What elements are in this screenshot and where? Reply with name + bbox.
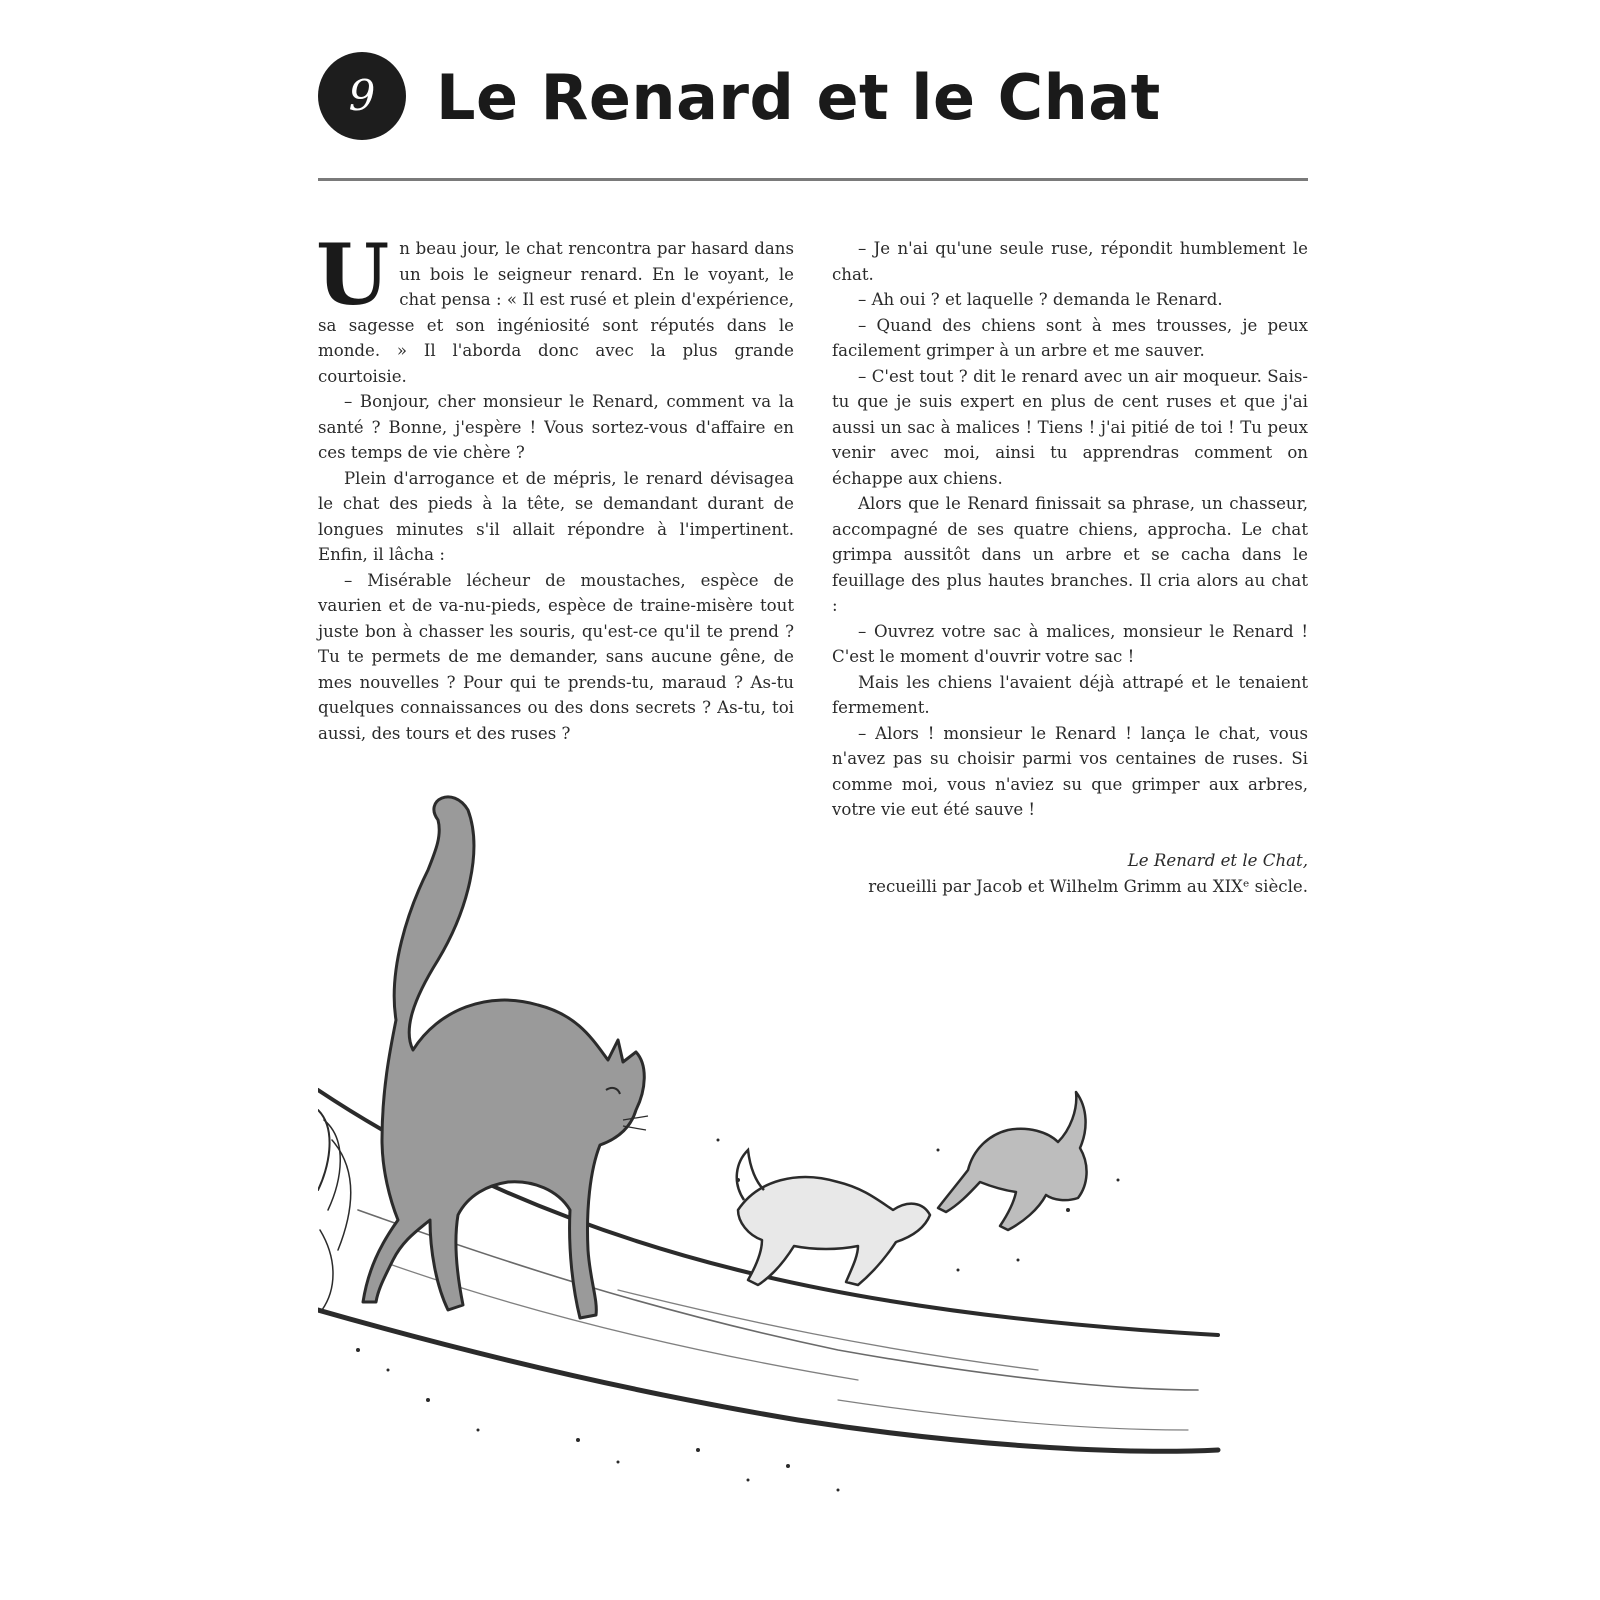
- paragraph: – C'est tout ? dit le renard avec un air moqueur. Sais-tu que je suis expert en plus de cent ruses et que j'ai aussi un sac à malices ! Tiens ! j'ai pitié de toi ! Tu peux venir avec moi, ainsi tu apprendras comment on échappe aux chiens.: [832, 366, 1308, 488]
- source-credit: recueilli par Jacob et Wilhelm Grimm au XIXᵉ siècle.: [868, 877, 1308, 896]
- paragraph: Mais les chiens l'avaient déjà attrapé et le tenaient fermement.: [832, 672, 1308, 717]
- paragraph: – Je n'ai qu'une seule ruse, répondit humblement le chat.: [832, 239, 1308, 284]
- paragraph: Plein d'arrogance et de mépris, le renard dévisagea le chat des pieds à la tête, se demandant durant de longues minutes s'il allait répondre à l'impertinent. Enfin, il lâcha :: [318, 468, 794, 564]
- left-text-column: [316, 225, 794, 746]
- page-title: Le Renard et le Chat: [436, 61, 1161, 134]
- drop-cap: U: [316, 225, 390, 324]
- dog-drawing: [737, 1150, 930, 1285]
- source-title: Le Renard et le Chat,: [1127, 851, 1308, 870]
- paragraph: [316, 225, 794, 389]
- title-divider: [318, 178, 1308, 181]
- paragraph: – Misérable lécheur de moustaches, espèce de vaurien et de va-nu-pieds, espèce de traine-misère tout juste bon à chasser les souris, qu'est-ce qu'il te prend ? Tu te permets de me demander, sans aucune gêne, de mes nouvelles ? Pour qui te prends-tu, maraud ? As-tu quelques connaissances ou des dons secrets ? As-tu, toi aussi, des tours et des ruses ?: [318, 570, 794, 743]
- paragraph: – Quand des chiens sont à mes trousses, je peux facilement grimper à un arbre et me sauver.: [832, 315, 1308, 360]
- paragraph-text: n beau jour, le chat rencontra par hasard dans un bois le seigneur renard. En le voyant, le chat pensa : « Il est rusé et plein d'expérience, sa sagesse et son ingéniosité sont réputés dans le monde. » Il l'aborda donc avec la plus grande courtoisie.: [318, 239, 794, 386]
- paragraph: – Alors ! monsieur le Renard ! lança le chat, vous n'avez pas su choisir parmi vos centaines de ruses. Si comme moi, vous n'aviez su que grimper aux arbres, votre vie eut été sauve !: [832, 723, 1308, 819]
- paragraph: – Bonjour, cher monsieur le Renard, comment va la santé ? Bonne, j'espère ! Vous sortez-vous d'affaire en ces temps de vie chère ?: [318, 392, 794, 462]
- paragraph: – Ah oui ? et laquelle ? demanda le Renard.: [858, 290, 1223, 309]
- chapter-number-badge: 9: [318, 52, 406, 140]
- cat-drawing: [363, 797, 648, 1318]
- chapter-header: [318, 52, 1308, 162]
- paragraph: – Ouvrez votre sac à malices, monsieur le Renard ! C'est le moment d'ouvrir votre sac !: [832, 621, 1308, 666]
- paragraph: Alors que le Renard finissait sa phrase, un chasseur, accompagné de ses quatre chiens, approcha. Le chat grimpa aussitôt dans un arbre et se cacha dans le feuillage des plus hautes branches. Il cria alors au chat :: [832, 494, 1308, 615]
- cat-on-branch-with-dogs-illustration: [318, 790, 1288, 1510]
- dog-drawing: [938, 1092, 1087, 1230]
- right-text-column: [832, 236, 1308, 823]
